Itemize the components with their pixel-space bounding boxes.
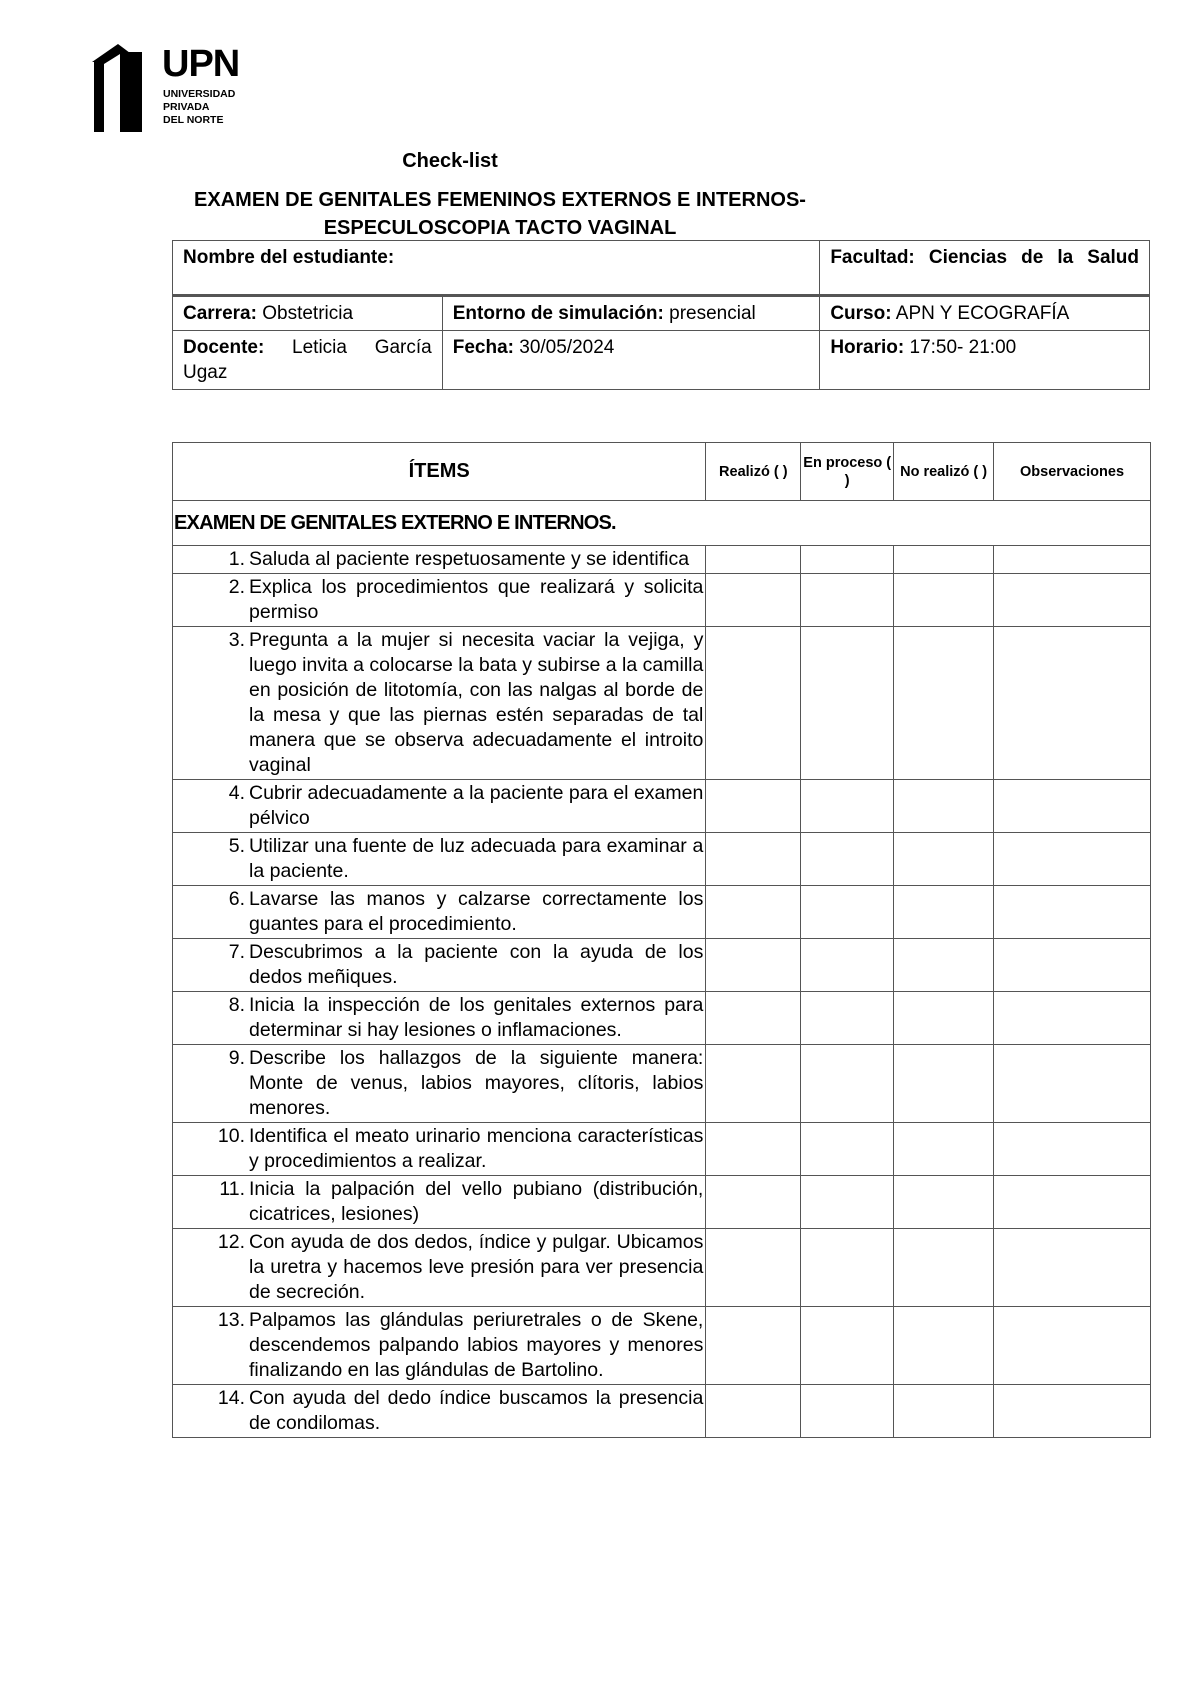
in-process-cell[interactable] bbox=[801, 1385, 894, 1438]
observations-cell[interactable] bbox=[994, 1176, 1151, 1229]
item-cell bbox=[173, 1229, 706, 1307]
item-number: 12. bbox=[217, 1231, 245, 1253]
observations-cell[interactable] bbox=[994, 574, 1151, 627]
item-text: Describe los hallazgos de la siguiente manera: Monte de venus, labios mayores, clítoris, labios menores. bbox=[249, 1047, 704, 1119]
document-subtitle: EXAMEN DE GENITALES FEMENINOS EXTERNOS E INTERNOS-ESPECULOSCOPIA TACTO VAGINAL bbox=[194, 189, 806, 239]
checklist-row bbox=[173, 833, 1151, 886]
observations-cell[interactable] bbox=[994, 1385, 1151, 1438]
environment-value: presencial bbox=[669, 303, 756, 324]
section-title: EXAMEN DE GENITALES EXTERNO E INTERNOS. bbox=[173, 501, 1151, 546]
item-cell bbox=[173, 992, 706, 1045]
date-cell bbox=[442, 331, 820, 390]
checklist-row bbox=[173, 1176, 1151, 1229]
item-number: 8. bbox=[228, 994, 245, 1016]
in-process-cell[interactable] bbox=[801, 1123, 894, 1176]
item-cell bbox=[173, 833, 706, 886]
checklist-row bbox=[173, 939, 1151, 992]
item-number: 6. bbox=[228, 888, 245, 910]
item-cell bbox=[173, 1385, 706, 1438]
item-cell bbox=[173, 1307, 706, 1385]
header-done: Realizó ( ) bbox=[706, 443, 801, 501]
item-number: 9. bbox=[228, 1047, 245, 1069]
checklist-row bbox=[173, 780, 1151, 833]
header-in-process: En proceso ( ) bbox=[801, 443, 894, 501]
not-done-cell[interactable] bbox=[894, 574, 994, 627]
item-number: 4. bbox=[228, 782, 245, 804]
item-text: Explica los procedimientos que realizará y solicita permiso bbox=[249, 576, 704, 623]
not-done-cell[interactable] bbox=[894, 1385, 994, 1438]
student-name-cell bbox=[173, 241, 820, 296]
logo-subtitle: UNIVERSIDAD PRIVADA DEL NORTE bbox=[163, 88, 236, 126]
not-done-cell[interactable] bbox=[894, 1045, 994, 1123]
not-done-cell[interactable] bbox=[894, 886, 994, 939]
item-text: Identifica el meato urinario menciona características y procedimientos a realizar. bbox=[249, 1125, 704, 1172]
done-cell[interactable] bbox=[706, 1176, 801, 1229]
item-text: Cubrir adecuadamente a la paciente para el examen pélvico bbox=[249, 782, 704, 829]
header-items: ÍTEMS bbox=[173, 443, 706, 501]
item-number: 10. bbox=[217, 1125, 245, 1147]
faculty-value: Ciencias de la Salud bbox=[928, 247, 1139, 268]
schedule-value: 17:50- 21:00 bbox=[909, 337, 1017, 358]
in-process-cell[interactable] bbox=[801, 1229, 894, 1307]
header-observations: Observaciones bbox=[994, 443, 1151, 501]
environment-label: Entorno de simulación: bbox=[452, 303, 664, 324]
checklist-row bbox=[173, 1123, 1151, 1176]
document-title: Check-list bbox=[402, 150, 498, 172]
item-text: Utilizar una fuente de luz adecuada para examinar a la paciente. bbox=[249, 835, 704, 882]
item-cell bbox=[173, 886, 706, 939]
teacher-label: Docente: bbox=[183, 337, 265, 358]
not-done-cell[interactable] bbox=[894, 627, 994, 780]
done-cell[interactable] bbox=[706, 1385, 801, 1438]
observations-cell[interactable] bbox=[994, 886, 1151, 939]
header-not-done: No realizó ( ) bbox=[894, 443, 994, 501]
observations-cell[interactable] bbox=[994, 1045, 1151, 1123]
course-value: APN Y ECOGRAFÍA bbox=[895, 303, 1070, 324]
item-text: Con ayuda de dos dedos, índice y pulgar. Ubicamos la uretra y hacemos leve presión para ver presencia de secreción. bbox=[249, 1231, 704, 1303]
logo-text: UPN bbox=[162, 43, 240, 85]
in-process-cell[interactable] bbox=[801, 574, 894, 627]
item-cell bbox=[173, 1123, 706, 1176]
item-cell bbox=[173, 939, 706, 992]
item-number: 5. bbox=[228, 835, 245, 857]
career-cell bbox=[173, 296, 443, 331]
in-process-cell[interactable] bbox=[801, 992, 894, 1045]
item-number: 1. bbox=[228, 548, 245, 570]
not-done-cell[interactable] bbox=[894, 546, 994, 574]
observations-cell[interactable] bbox=[994, 1123, 1151, 1176]
checklist-row bbox=[173, 574, 1151, 627]
not-done-cell[interactable] bbox=[894, 1176, 994, 1229]
checklist-row bbox=[173, 627, 1151, 780]
item-text: Lavarse las manos y calzarse correctamente los guantes para el procedimiento. bbox=[249, 888, 704, 935]
item-text: Palpamos las glándulas periuretrales o de Skene, descendemos palpando labios mayores y menores finalizando en las glándulas de Bartolino. bbox=[249, 1309, 704, 1381]
done-cell[interactable] bbox=[706, 1307, 801, 1385]
observations-cell[interactable] bbox=[994, 627, 1151, 780]
checklist-table bbox=[172, 442, 1151, 1438]
item-cell bbox=[173, 546, 706, 574]
career-value: Obstetricia bbox=[262, 303, 354, 324]
observations-cell[interactable] bbox=[994, 1307, 1151, 1385]
in-process-cell[interactable] bbox=[801, 1307, 894, 1385]
done-cell[interactable] bbox=[706, 627, 801, 780]
item-number: 7. bbox=[228, 941, 245, 963]
item-text: Inicia la palpación del vello pubiano (distribución, cicatrices, lesiones) bbox=[249, 1178, 704, 1225]
done-cell[interactable] bbox=[706, 1229, 801, 1307]
in-process-cell[interactable] bbox=[801, 833, 894, 886]
done-cell[interactable] bbox=[706, 992, 801, 1045]
done-cell[interactable] bbox=[706, 939, 801, 992]
done-cell[interactable] bbox=[706, 574, 801, 627]
item-text: Saluda al paciente respetuosamente y se identifica bbox=[249, 548, 690, 570]
item-number: 2. bbox=[228, 576, 245, 598]
item-text: Con ayuda del dedo índice buscamos la presencia de condilomas. bbox=[249, 1387, 704, 1434]
observations-cell[interactable] bbox=[994, 1229, 1151, 1307]
teacher-value: Leticia García Ugaz bbox=[183, 337, 432, 383]
checklist-row bbox=[173, 886, 1151, 939]
checklist-row bbox=[173, 546, 1151, 574]
course-label: Curso: bbox=[830, 303, 892, 324]
in-process-cell[interactable] bbox=[801, 1176, 894, 1229]
environment-cell bbox=[442, 296, 820, 331]
faculty-label: Facultad: bbox=[830, 247, 915, 268]
done-cell[interactable] bbox=[706, 780, 801, 833]
done-cell[interactable] bbox=[706, 1123, 801, 1176]
done-cell[interactable] bbox=[706, 886, 801, 939]
in-process-cell[interactable] bbox=[801, 1045, 894, 1123]
done-cell[interactable] bbox=[706, 833, 801, 886]
checklist-row bbox=[173, 1045, 1151, 1123]
course-cell bbox=[820, 296, 1150, 331]
done-cell[interactable] bbox=[706, 1045, 801, 1123]
item-cell bbox=[173, 780, 706, 833]
observations-cell[interactable] bbox=[994, 992, 1151, 1045]
in-process-cell[interactable] bbox=[801, 780, 894, 833]
done-cell[interactable] bbox=[706, 546, 801, 574]
schedule-label: Horario: bbox=[830, 337, 905, 358]
item-number: 13. bbox=[217, 1309, 245, 1331]
checklist-row bbox=[173, 1385, 1151, 1438]
item-cell bbox=[173, 627, 706, 780]
item-text: Descubrimos a la paciente con la ayuda de los dedos meñiques. bbox=[249, 941, 704, 988]
student-name-label: Nombre del estudiante: bbox=[183, 247, 395, 268]
not-done-cell[interactable] bbox=[894, 1123, 994, 1176]
checklist-row bbox=[173, 992, 1151, 1045]
teacher-cell bbox=[173, 331, 443, 390]
not-done-cell[interactable] bbox=[894, 1307, 994, 1385]
not-done-cell[interactable] bbox=[894, 992, 994, 1045]
observations-cell[interactable] bbox=[994, 780, 1151, 833]
upn-logo bbox=[90, 44, 250, 134]
item-text: Inicia la inspección de los genitales externos para determinar si hay lesiones o inflamaciones. bbox=[249, 994, 704, 1041]
date-label: Fecha: bbox=[452, 337, 514, 358]
not-done-cell[interactable] bbox=[894, 833, 994, 886]
not-done-cell[interactable] bbox=[894, 780, 994, 833]
observations-cell[interactable] bbox=[994, 546, 1151, 574]
faculty-cell bbox=[820, 241, 1150, 296]
checklist-row bbox=[173, 1229, 1151, 1307]
observations-cell[interactable] bbox=[994, 939, 1151, 992]
in-process-cell[interactable] bbox=[801, 627, 894, 780]
item-number: 14. bbox=[217, 1387, 245, 1409]
item-cell bbox=[173, 1176, 706, 1229]
observations-cell[interactable] bbox=[994, 833, 1151, 886]
in-process-cell[interactable] bbox=[801, 546, 894, 574]
student-info-table bbox=[172, 240, 1150, 390]
checklist-row bbox=[173, 1307, 1151, 1385]
item-number: 3. bbox=[228, 629, 245, 651]
in-process-cell[interactable] bbox=[801, 939, 894, 992]
not-done-cell[interactable] bbox=[894, 939, 994, 992]
schedule-cell bbox=[820, 331, 1150, 390]
not-done-cell[interactable] bbox=[894, 1229, 994, 1307]
in-process-cell[interactable] bbox=[801, 886, 894, 939]
career-label: Carrera: bbox=[183, 303, 257, 324]
date-value: 30/05/2024 bbox=[519, 337, 615, 358]
item-number: 11. bbox=[219, 1178, 245, 1200]
item-text: Pregunta a la mujer si necesita vaciar la vejiga, y luego invita a colocarse la bata y subirse a la camilla en posición de litotomía, con las nalgas al borde de la mesa y que las piernas estén separadas de tal manera que se observa adecuadamente el introito vaginal bbox=[249, 629, 704, 776]
item-cell bbox=[173, 574, 706, 627]
item-cell bbox=[173, 1045, 706, 1123]
